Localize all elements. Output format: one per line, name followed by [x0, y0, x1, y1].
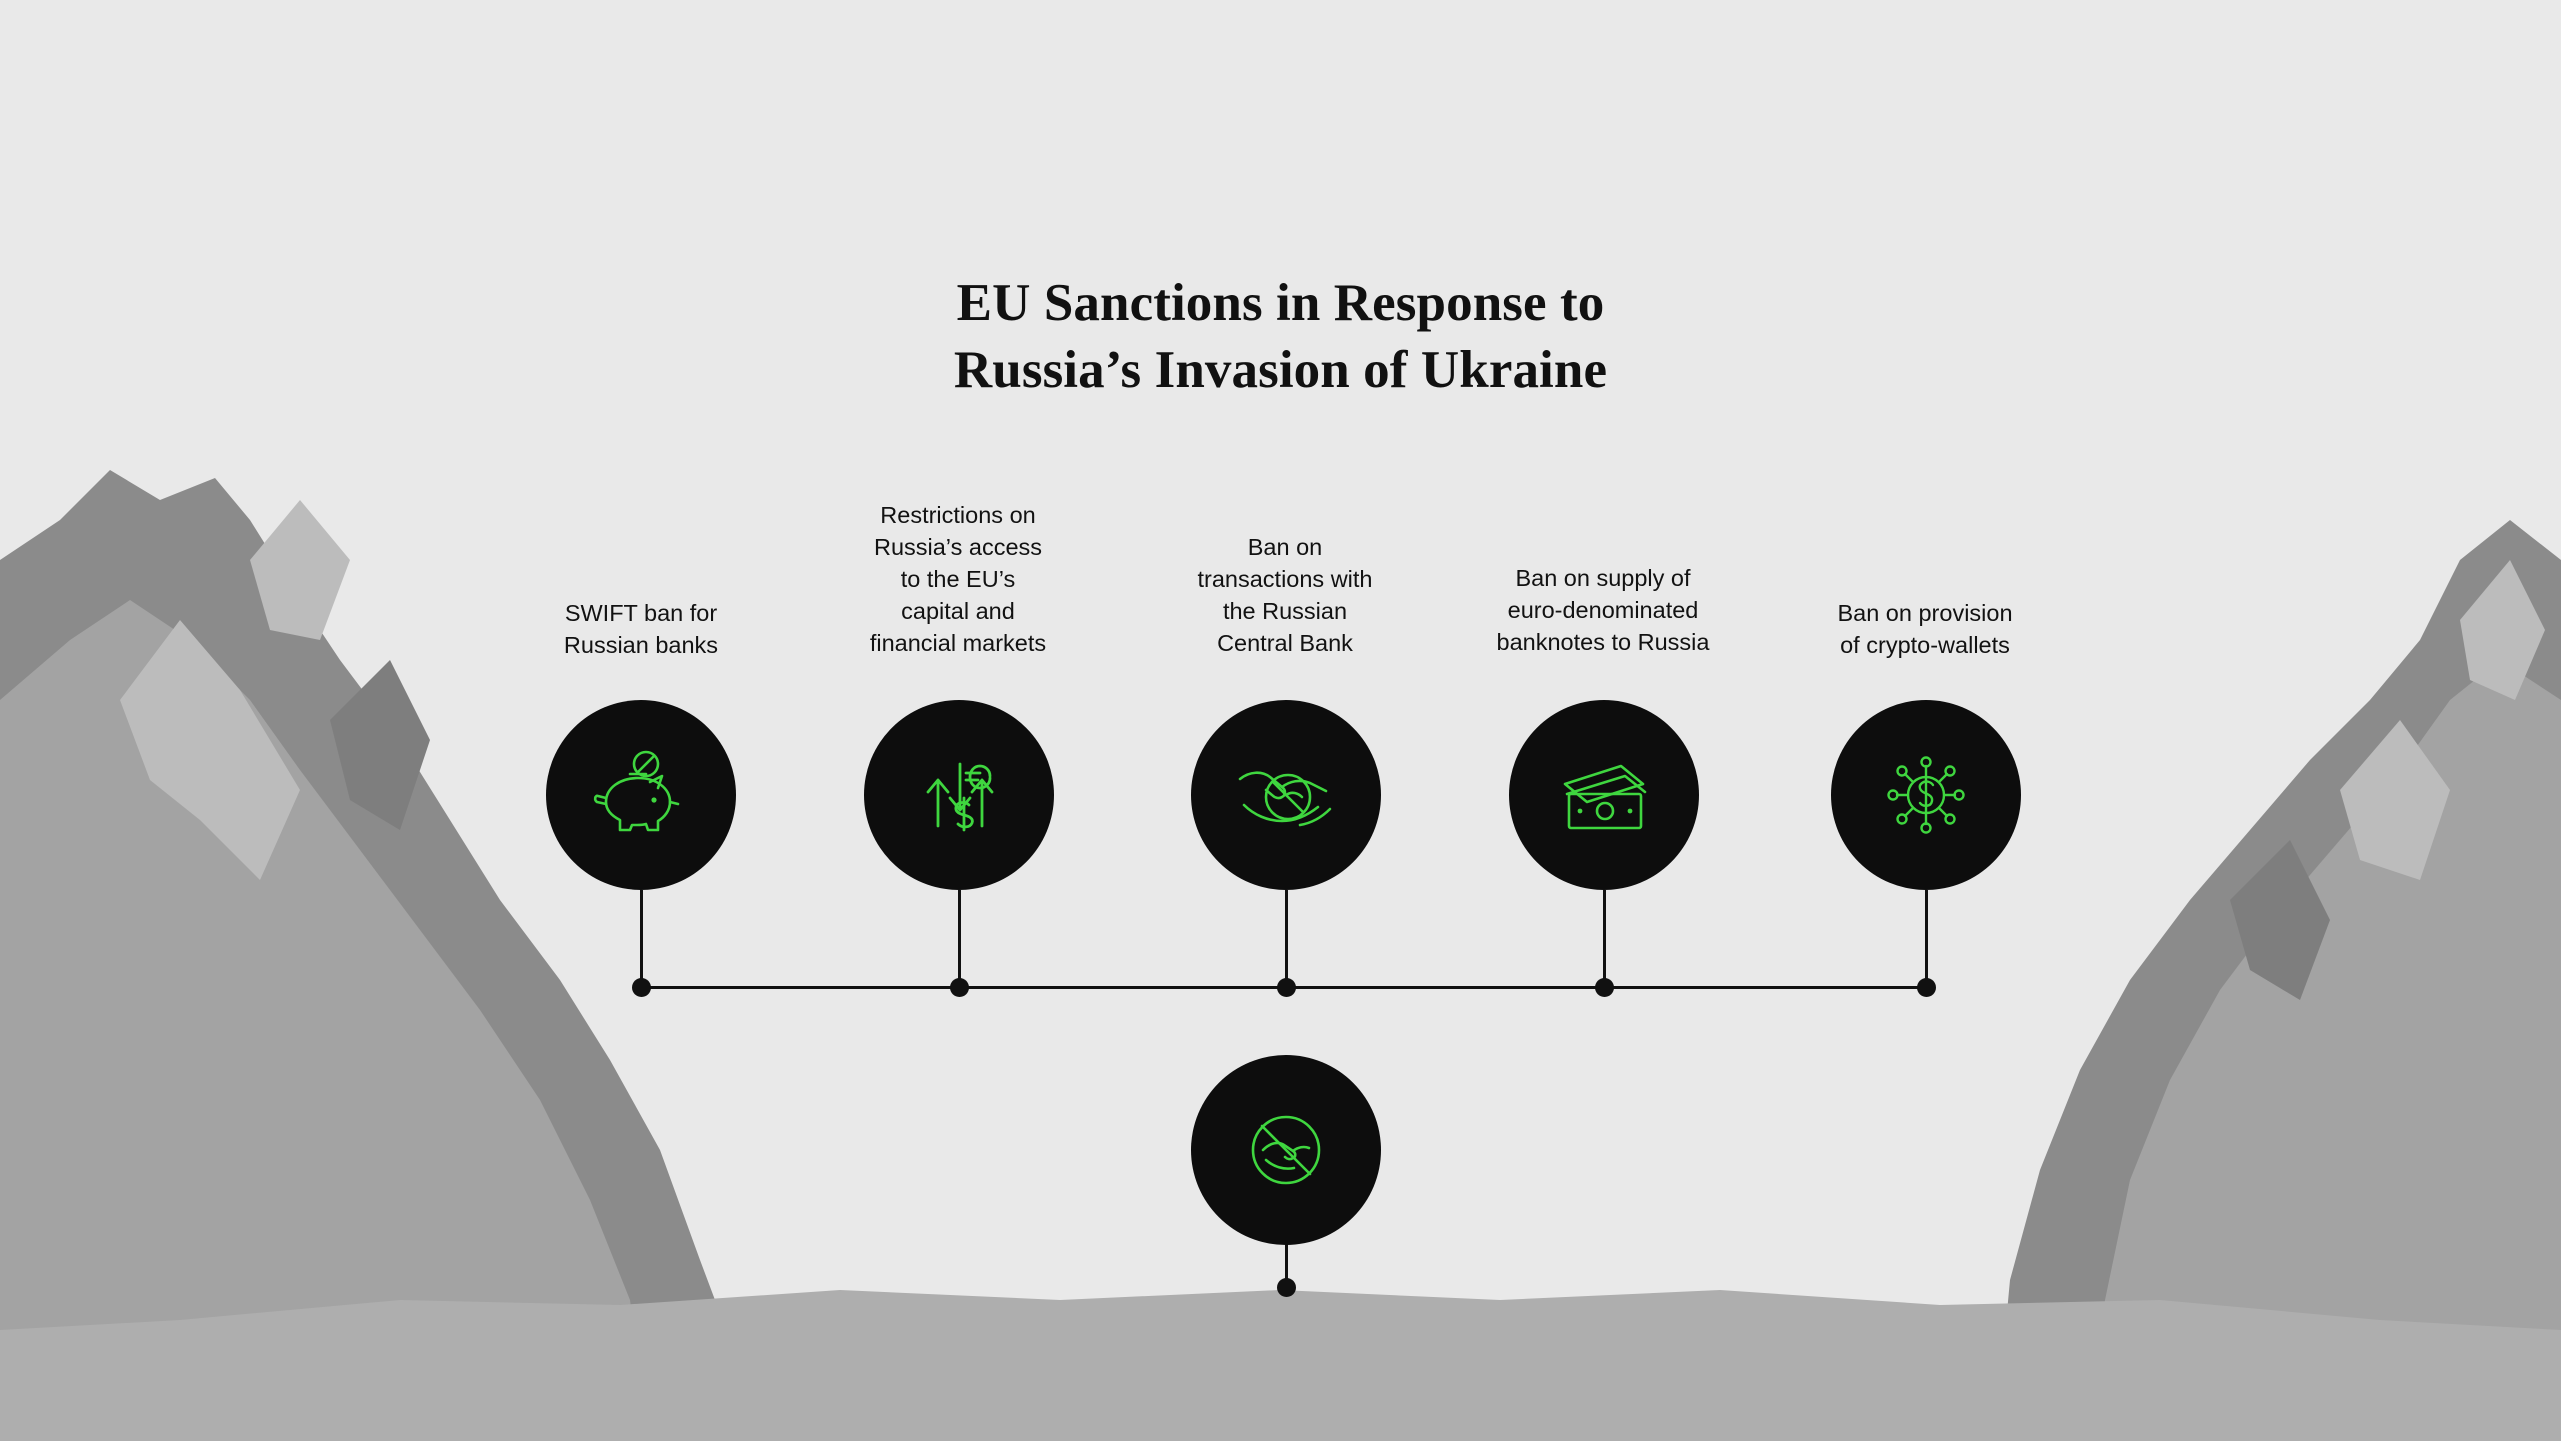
handshake-banned-circle-icon	[1226, 1090, 1346, 1210]
node-stem-swift-ban	[640, 890, 643, 986]
label-line: financial markets	[869, 629, 1047, 656]
node-dot-bottom	[1277, 1278, 1296, 1297]
node-stem-central-bank	[1285, 890, 1288, 986]
label-line: to the EU’s	[900, 565, 1016, 592]
node-disc-bottom[interactable]	[1191, 1055, 1381, 1245]
handshake-banned-icon	[1226, 735, 1346, 855]
node-disc-central-bank[interactable]	[1191, 700, 1381, 890]
node-swift-ban[interactable]	[546, 700, 746, 900]
node-stem-euro-banknotes	[1603, 890, 1606, 986]
label-line: Russia’s access	[873, 533, 1043, 560]
node-label-capital-markets	[818, 500, 1098, 660]
label-line: Central Bank	[1217, 629, 1353, 656]
node-disc-swift-ban[interactable]	[546, 700, 736, 890]
node-label-crypto-wallets	[1785, 598, 2065, 662]
node-crypto-wallets[interactable]	[1831, 700, 2031, 900]
label-line: SWIFT ban for	[564, 600, 718, 626]
node-dot-capital-markets	[950, 978, 969, 997]
node-capital-markets[interactable]	[864, 700, 1064, 900]
node-stem-capital-markets	[958, 890, 961, 986]
node-dot-central-bank	[1277, 978, 1296, 997]
node-disc-euro-banknotes[interactable]	[1509, 700, 1699, 890]
node-disc-capital-markets[interactable]	[864, 700, 1054, 890]
node-disc-crypto-wallets[interactable]	[1831, 700, 2021, 890]
node-euro-banknotes[interactable]	[1509, 700, 1709, 900]
label-line: capital and	[901, 597, 1015, 624]
node-stem-crypto-wallets	[1925, 890, 1928, 986]
label-line: Ban on	[1247, 534, 1323, 560]
node-central-bank[interactable]	[1191, 700, 1391, 900]
node-dot-swift-ban	[632, 978, 651, 997]
title-line-1: EU Sanctions in Response to	[956, 274, 1605, 332]
piggy-bank-banned-icon	[586, 740, 696, 850]
crypto-network-icon	[1871, 740, 1981, 850]
label-line: transactions with	[1197, 565, 1373, 592]
banknotes-icon	[1547, 738, 1662, 853]
title-line-2: Russia’s Invasion of Ukraine	[953, 340, 1608, 399]
label-line: Russian banks	[563, 631, 719, 658]
node-label-central-bank	[1145, 532, 1425, 660]
node-dot-euro-banknotes	[1595, 978, 1614, 997]
label-line: Ban on provision	[1837, 600, 2013, 626]
label-line: banknotes to Russia	[1496, 628, 1710, 655]
label-line: of crypto-wallets	[1840, 631, 2010, 658]
label-line: Ban on supply of	[1515, 565, 1691, 591]
label-line: the Russian	[1222, 597, 1348, 624]
node-bottom[interactable]	[1191, 1055, 1391, 1255]
euro-dollar-arrows-icon	[904, 740, 1014, 850]
node-dot-crypto-wallets	[1917, 978, 1936, 997]
node-label-swift-ban	[501, 598, 781, 662]
label-line: euro-denominated	[1507, 596, 1699, 623]
node-label-euro-banknotes	[1463, 563, 1743, 659]
label-line: Restrictions on	[880, 502, 1036, 528]
